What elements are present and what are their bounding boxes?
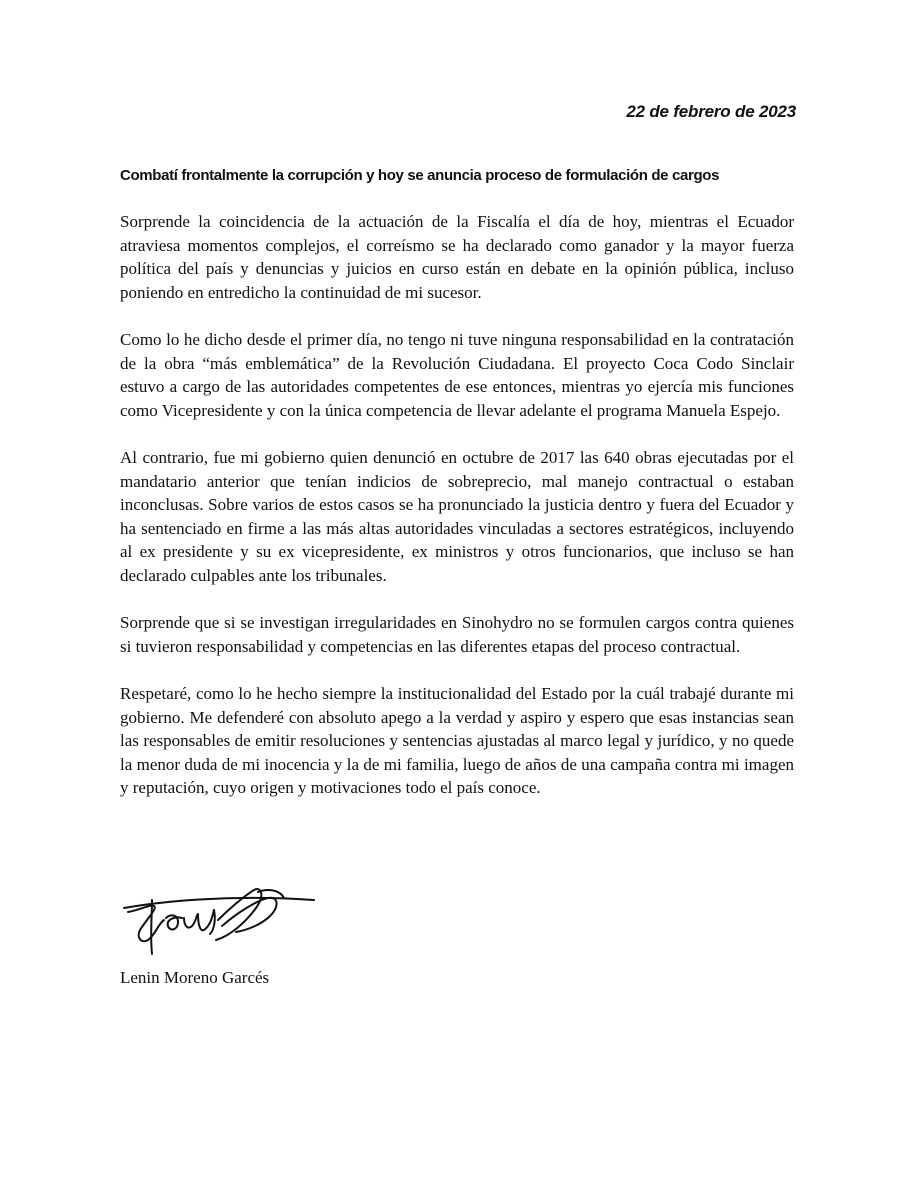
- paragraph-5: Respetaré, como lo he hecho siempre la institucionalidad del Estado por la cuál trabajé durante mi gobierno. Me defenderé con absoluto apego a la verdad y aspiro y espero que esas instancias sean las responsables de emitir resoluciones y sentencias ajustadas al marco legal y jurídico, y no quede la menor duda de mi inocencia y la de mi familia, luego de años de una campaña contra mi imagen y reputación, cuyo origen y motivaciones todo el país conoce.: [120, 684, 794, 797]
- paragraph-3: Al contrario, fue mi gobierno quien denunció en octubre de 2017 las 640 obras ejecutadas por el mandatario anterior que tenían indicios de sobreprecio, mal manejo contractual o estaban inconclusas. Sobre varios de estos casos se ha pronunciado la justicia dentro y fuera del Ecuador y ha sentenciado en firme a las más altas autoridades vinculadas a sectores estratégicos, incluyendo al ex presidente y su ex vicepresidente, ex ministros y otros funcionarios, que incluso se han declarado culpables ante los tribunales.: [120, 448, 794, 585]
- letter-body: [120, 210, 794, 824]
- paragraph-1: Sorprende la coincidencia de la actuación de la Fiscalía el día de hoy, mientras el Ecuador atraviesa momentos complejos, el correísmo se ha declarado como ganador y la mayor fuerza política del país y denuncias y juicios en curso están en debate en la opinión pública, incluso poniendo en entredicho la continuidad de mi sucesor.: [120, 212, 794, 302]
- paragraph-4: Sorprende que si se investigan irregularidades en Sinohydro no se formulen cargos contra quienes si tuvieron responsabilidad y competencias en las diferentes etapas del proceso contractual.: [120, 613, 794, 656]
- signature-image: [118, 880, 318, 958]
- signer-name: Lenin Moreno Garcés: [120, 968, 270, 987]
- paragraph-2: Como lo he dicho desde el primer día, no tengo ni tuve ninguna responsabilidad en la contratación de la obra “más emblemática” de la Revolución Ciudadana. El proyecto Coca Codo Sinclair estuvo a cargo de las autoridades competentes de ese entonces, mientras yo ejercía mis funciones como Vicepresidente y con la única competencia de llevar adelante el programa Manuela Espejo.: [120, 330, 794, 420]
- letter-date: 22 de febrero de 2023: [626, 102, 796, 121]
- letter-title: Combatí frontalmente la corrupción y hoy se anuncia proceso de formulación de cargos: [120, 167, 720, 184]
